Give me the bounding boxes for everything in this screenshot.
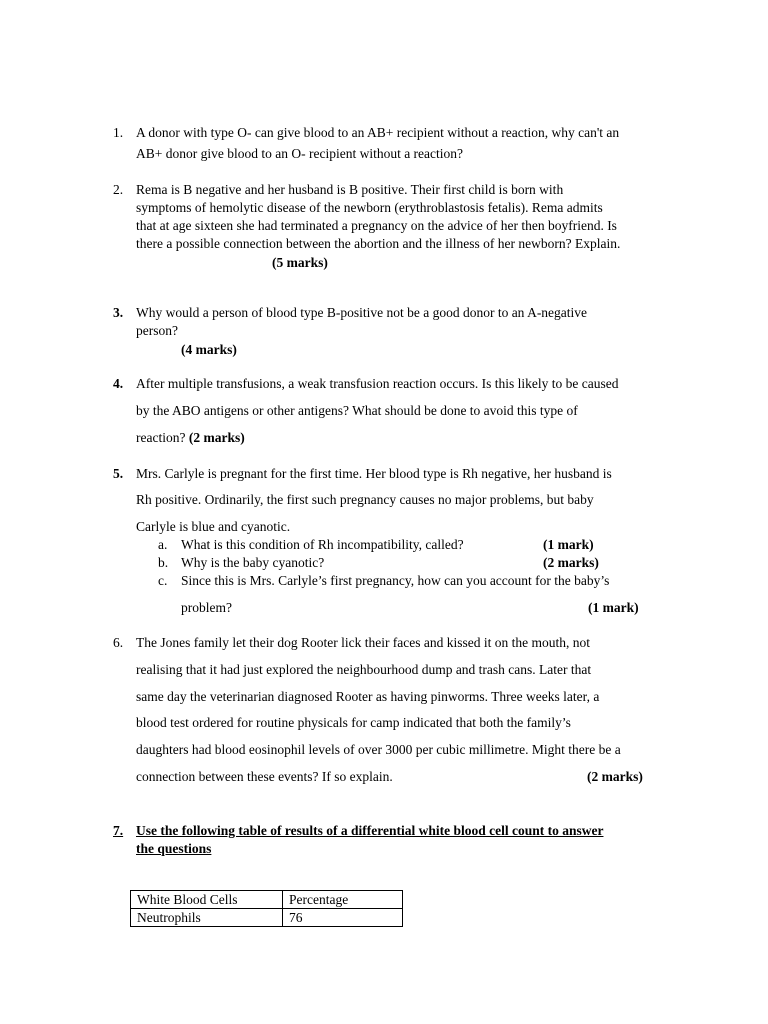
question-text-line: Mrs. Carlyle is pregnant for the first time. Her blood type is Rh negative, her husband is [136, 466, 612, 481]
subquestion-text: Since this is Mrs. Carlyle’s first pregnancy, how can you account for the baby’s [181, 573, 610, 588]
question-text-line: Why would a person of blood type B-positive not be a good donor to an A-negative [136, 305, 588, 320]
table-header-row [131, 891, 403, 909]
question-number: 2. [113, 182, 124, 197]
table-header-cell: Percentage [283, 891, 403, 909]
marks-label: (2 marks) [587, 769, 643, 784]
marks-label: (1 mark) [588, 600, 639, 615]
marks-label: (1 mark) [543, 537, 594, 552]
question-text-line: that at age sixteen she had terminated a pregnancy on the advice of her then boyfriend. Is [136, 218, 617, 233]
question-number: 5. [113, 466, 124, 481]
question-text-line: A donor with type O- can give blood to an AB+ recipient without a reaction, why can't an [136, 125, 620, 140]
question-text-line: symptoms of hemolytic disease of the newborn (erythroblastosis fetalis). Rema admits [136, 200, 603, 215]
table-row [131, 909, 403, 927]
question-number: 3. [113, 305, 124, 320]
question-text-line: Use the following table of results of a differential white blood cell count to answer [136, 823, 604, 838]
subquestion-letter: a. [158, 537, 168, 552]
question-number: 4. [113, 376, 124, 391]
subquestion-letter: c. [158, 573, 168, 588]
question-text-line: connection between these events? If so explain. [136, 769, 393, 784]
question-text-line [136, 430, 245, 446]
question-text-line: realising that it had just explored the neighbourhood dump and trash cans. Later that [136, 662, 592, 677]
marks-label: (2 marks) [188, 430, 245, 445]
subquestion-text: problem? [181, 600, 232, 615]
question-text-line: Rema is B negative and her husband is B positive. Their first child is born with [136, 182, 564, 197]
question-text-fragment: reaction? [136, 430, 186, 445]
question-text-line: After multiple transfusions, a weak transfusion reaction occurs. Is this likely to be caused [136, 376, 619, 391]
question-text-line: AB+ donor give blood to an O- recipient without a reaction? [136, 146, 464, 161]
subquestion-letter: b. [158, 555, 169, 570]
question-text-line: blood test ordered for routine physicals for camp indicated that both the family’s [136, 715, 571, 730]
question-number: 1. [113, 125, 124, 140]
question-text-line: daughters had blood eosinophil levels of over 3000 per cubic millimetre. Might there be a [136, 742, 621, 757]
question-text-line: Carlyle is blue and cyanotic. [136, 519, 291, 534]
question-number: 6. [113, 635, 124, 650]
question-text-line: there a possible connection between the abortion and the illness of her newborn? Explain. [136, 236, 621, 251]
marks-label: (4 marks) [181, 342, 237, 357]
question-text-line: the questions [136, 841, 212, 856]
question-number: 7. [113, 823, 124, 838]
question-text-line: same day the veterinarian diagnosed Rooter as having pinworms. Three weeks later, a [136, 689, 600, 704]
table-header-cell: White Blood Cells [131, 891, 283, 909]
table-cell: 76 [283, 909, 403, 927]
question-text-line: by the ABO antigens or other antigens? What should be done to avoid this type of [136, 403, 578, 418]
subquestion-text: What is this condition of Rh incompatibility, called? [181, 537, 464, 552]
subquestion-text: Why is the baby cyanotic? [181, 555, 325, 570]
marks-label: (5 marks) [272, 255, 328, 270]
table-cell: Neutrophils [131, 909, 283, 927]
question-text-line: Rh positive. Ordinarily, the first such pregnancy causes no major problems, but baby [136, 492, 594, 507]
wbc-results-table [130, 890, 403, 927]
marks-label: (2 marks) [543, 555, 599, 570]
question-text-line: The Jones family let their dog Rooter lick their faces and kissed it on the mouth, not [136, 635, 591, 650]
question-text-line: person? [136, 323, 178, 338]
